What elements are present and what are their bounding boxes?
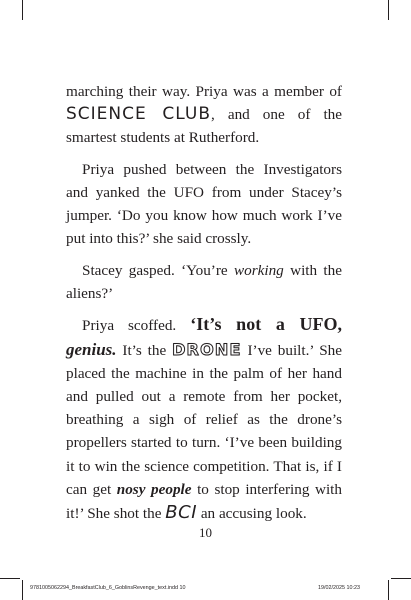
crop-mark-bottom-left xyxy=(22,580,23,600)
emphasis-nosy-people: nosy people xyxy=(116,480,192,498)
crop-mark-top-right xyxy=(388,0,389,20)
paragraph-2: Priya pushed between the Investigators and yanked the UFO from under Stacey’s jumper. ‘Do you know how much work I’ve put into this?’ she said crossly. xyxy=(66,160,342,248)
page-number: 10 xyxy=(199,525,212,540)
bci-logotype: BCI xyxy=(165,502,198,524)
science-club-logotype: SCIENCE CLUB xyxy=(66,104,211,125)
crop-mark-top-left xyxy=(22,0,23,20)
shout-not-a-ufo: ‘It’s not a UFO, xyxy=(190,314,343,335)
crop-mark-left-bottom xyxy=(0,578,20,579)
paragraph-3: Stacey gasped. ‘You’re working with the aliens?’ xyxy=(66,261,342,302)
paragraph-1: marching their way. Priya was a member of SCIENCE CLUB, and one of the smartest students at Rutherford. xyxy=(66,83,343,147)
body-text xyxy=(66,80,342,533)
crop-mark-bottom-right xyxy=(388,580,389,600)
emphasis-working: working xyxy=(233,261,284,279)
slug-date: 19/02/2025 10:23 xyxy=(318,585,360,591)
slug-file-info: 9781005062294_BreakfastClub_6_GoblinsRevenge_text.indd 10 xyxy=(30,585,186,591)
crop-mark-right-bottom xyxy=(391,578,411,579)
shout-genius: genius. xyxy=(66,339,117,359)
paragraph-4: Priya scoffed. ‘It’s not a UFO, genius. It’s the DRONE I’ve built.’ She placed the machine in the palm of her hand and pulled out a remote from her pocket, breathing a sigh of relief as the drone’s propellers started to turn. ‘I’ve been building it to win the science competition. That is, if I can get nosy people to stop interfering with it!’ She shot the BCI an accusing look. xyxy=(66,314,343,524)
drone-logotype: DRONE xyxy=(172,339,242,359)
